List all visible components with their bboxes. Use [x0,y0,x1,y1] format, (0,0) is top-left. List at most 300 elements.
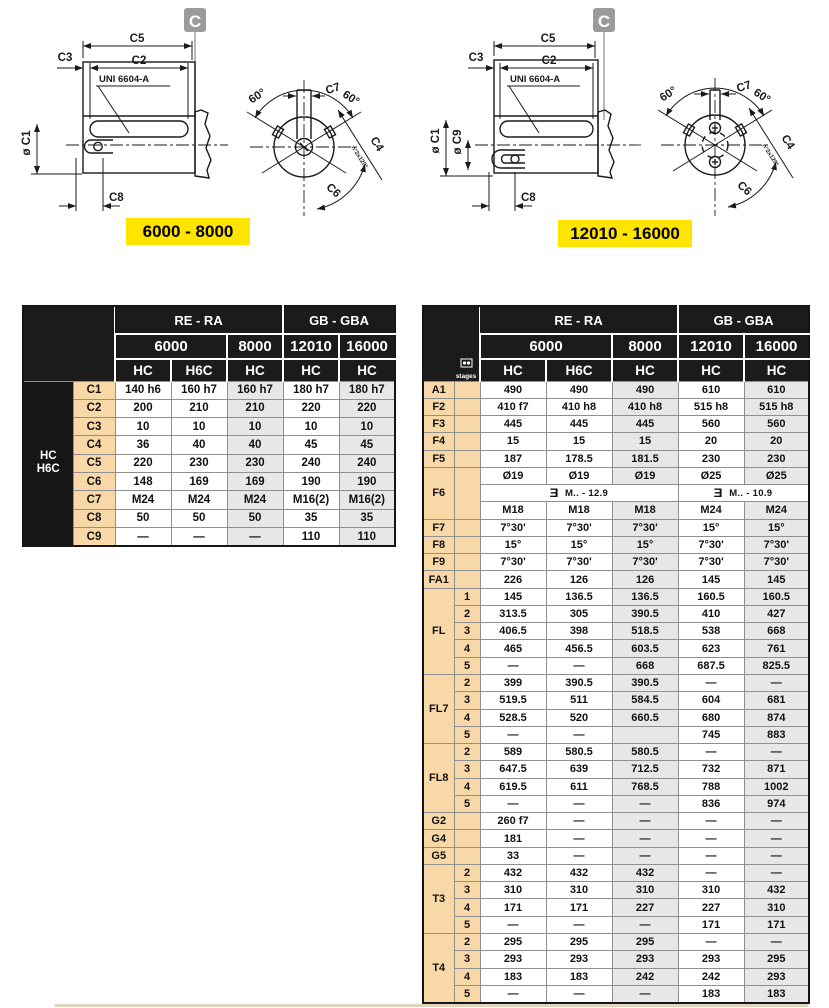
dim-c7: C7 [735,79,753,96]
table-cell: 15° [480,536,546,553]
bolt-icon: Ǝ [549,486,559,501]
table-cell: — [612,847,678,864]
stage-cell [454,813,480,830]
table-row [23,454,395,472]
row-label: F6 [423,467,454,519]
table-cell: 293 [546,951,612,968]
table-cell: 171 [480,899,546,916]
variant-hc: HC [480,359,546,381]
table-cell: — [546,830,612,847]
table-cell: 110 [339,528,395,546]
table-cell: 623 [678,640,744,657]
table-cell: M18 [612,502,678,519]
table-row [23,436,395,454]
stage-cell [454,519,480,536]
table-cell: 874 [744,709,809,726]
dim-c4: C4 [367,134,386,154]
dim-c5: C5 [540,33,556,45]
table-cell: — [227,528,283,546]
table-cell: 490 [480,381,546,398]
table-row [23,528,395,546]
table-cell: 160 h7 [227,381,283,399]
dim-c3: C3 [57,52,73,64]
table-cell: 390.5 [612,675,678,692]
table-row [423,778,809,795]
table-cell: 36 [115,436,171,454]
table-cell: 145 [678,571,744,588]
table-cell: 295 [612,934,678,951]
table-row [423,795,809,812]
row-label: G4 [423,830,454,847]
table-cell: 171 [744,916,809,933]
table-cell: 310 [546,882,612,899]
table-cell: 15 [546,433,612,450]
stage-cell [454,398,480,415]
row-label: T4 [423,934,454,1003]
table-cell: 40 [171,436,227,454]
stage-cell: 4 [454,709,480,726]
table-cell: 10 [115,418,171,436]
table-cell: — [546,985,612,1002]
table-row [23,473,395,491]
model-16000: 16000 [744,334,809,359]
table-cell: 220 [283,399,339,417]
table-cell: 490 [612,381,678,398]
table-cell: 227 [612,899,678,916]
table-cell: 220 [339,399,395,417]
table-cell: 560 [678,416,744,433]
table-cell: 33 [480,847,546,864]
table-cell: 745 [678,726,744,743]
table-cell: 310 [480,882,546,899]
series-group-gb-gba: GB - GBA [283,306,395,334]
table-cell: 15° [612,536,678,553]
end-view-dimensions [658,88,793,207]
dim-c7: C7 [324,81,342,98]
header-corner [23,306,115,381]
table-row [23,509,395,527]
stage-cell: 3 [454,882,480,899]
stage-cell [454,830,480,847]
stage-cell: 5 [454,657,480,674]
stages-label: stages [455,372,477,380]
table-cell: M24 [115,491,171,509]
row-label: FL8 [423,744,454,813]
stage-cell: 4 [454,968,480,985]
table-cell: 15 [480,433,546,450]
model-6000: 6000 [480,334,612,359]
table-cell: 145 [480,588,546,605]
variant-h6c: H6C [546,359,612,381]
table-cell: 310 [744,899,809,916]
table-cell: 230 [744,450,809,467]
table-cell: M18 [546,502,612,519]
table-cell: 445 [612,416,678,433]
row-label: G5 [423,847,454,864]
table-cell: 883 [744,726,809,743]
table-row [423,726,809,743]
table-cell: — [546,657,612,674]
table-cell: 10 [171,418,227,436]
table-cell: 181.5 [612,450,678,467]
stage-cell [454,536,480,553]
series-side-label: HC H6C [23,381,73,546]
stage-cell [454,433,480,450]
table-cell: — [480,916,546,933]
series-group-gb-gba: GB - GBA [678,306,809,334]
table-cell: 406.5 [480,623,546,640]
table-row [423,502,809,519]
table-row [423,623,809,640]
header-corner-stages [423,306,480,381]
table-row [423,709,809,726]
table-cell: 432 [480,864,546,881]
table-row [423,916,809,933]
table-cell: 610 [678,381,744,398]
table-cell: 171 [678,916,744,933]
table-cell: 560 [744,416,809,433]
table-cell: 681 [744,692,809,709]
table-cell: 183 [480,968,546,985]
dim-n2x120: n°2x120° [349,145,369,170]
variant-hc: HC [612,359,678,381]
stage-cell: 4 [454,899,480,916]
table-cell: 110 [283,528,339,546]
table-cell: 10 [283,418,339,436]
table-cell: 7°30' [678,536,744,553]
row-label: FL7 [423,675,454,744]
table-cell: — [546,916,612,933]
row-label: F9 [423,554,454,571]
stage-cell [454,571,480,588]
stage-cell: 5 [454,985,480,1002]
stage-cell: 5 [454,916,480,933]
dim-c8: C8 [521,192,536,204]
stage-cell [454,467,480,519]
table-cell: 310 [612,882,678,899]
table-cell: 240 [339,454,395,472]
table-cell: 445 [480,416,546,433]
table-cell: 410 f7 [480,398,546,415]
stages-icon [460,358,473,368]
row-label: C9 [73,528,115,546]
table-cell: 160 h7 [171,381,227,399]
table-cell: 293 [744,968,809,985]
table-cell: 515 h8 [744,398,809,415]
table-cell: 15° [546,536,612,553]
dimension-table-c [22,305,396,547]
table-cell: 7°30' [546,519,612,536]
table-cell: 178.5 [546,450,612,467]
table-cell: M16(2) [283,491,339,509]
row-label: C7 [73,491,115,509]
table-cell: 181 [480,830,546,847]
table-cell: 836 [678,795,744,812]
table-cell: 519.5 [480,692,546,709]
key-standard-label: UNI 6604-A [510,74,561,85]
table-cell: 190 [283,473,339,491]
table-cell: — [678,864,744,881]
table-cell: 10 [339,418,395,436]
table-cell: — [678,830,744,847]
table-cell: 639 [546,761,612,778]
variant-h6c: H6C [171,359,227,381]
dim-c4: C4 [778,132,797,152]
table-cell: 511 [546,692,612,709]
table-row [423,450,809,467]
table-cell: Ø19 [480,467,546,484]
table-cell: 432 [546,864,612,881]
table-cell: — [546,813,612,830]
table-cell [612,726,678,743]
table-cell: 584.5 [612,692,678,709]
table-cell: 456.5 [546,640,612,657]
table-cell: 445 [546,416,612,433]
table-cell: 169 [171,473,227,491]
table-cell: 305 [546,605,612,622]
table-row [423,485,809,502]
table-cell: 7°30' [744,554,809,571]
section-badge-letter: C [597,12,611,31]
table-cell: 50 [227,509,283,527]
table-cell: 788 [678,778,744,795]
table-cell: 410 h8 [546,398,612,415]
table-row [423,882,809,899]
table-cell: 45 [283,436,339,454]
table-cell: 528.5 [480,709,546,726]
table-cell: 210 [227,399,283,417]
stage-cell [454,847,480,864]
table-cell: M24 [227,491,283,509]
series-group-re-ra: RE - RA [115,306,283,334]
table-cell: 35 [339,509,395,527]
stage-cell: 5 [454,795,480,812]
table-cell: 399 [480,675,546,692]
table-cell: 520 [546,709,612,726]
table-cell: — [678,675,744,692]
table-cell: 15 [612,433,678,450]
table-row [423,830,809,847]
table-cell: 427 [744,605,809,622]
table-row [423,657,809,674]
table-row [423,416,809,433]
row-label: C5 [73,454,115,472]
table-cell: 140 h6 [115,381,171,399]
stage-cell: 3 [454,761,480,778]
table-row [423,467,809,484]
dim-dia-c9: ø C9 [452,129,464,155]
table-cell: 220 [115,454,171,472]
variant-hc: HC [678,359,744,381]
table-cell: 1002 [744,778,809,795]
stage-cell: 2 [454,864,480,881]
dim-c2: C2 [131,55,147,67]
table-row [423,519,809,536]
table-cell: 410 h8 [612,398,678,415]
row-label: F2 [423,398,454,415]
table-cell: 7°30' [744,536,809,553]
table-row [423,571,809,588]
table-cell: — [480,985,546,1002]
table-cell: — [744,864,809,881]
table-row [423,864,809,881]
row-label: F4 [423,433,454,450]
table-cell: 432 [744,882,809,899]
row-label: C2 [73,399,115,417]
row-label: FA1 [423,571,454,588]
table-row [23,399,395,417]
screw-class-cell [678,485,809,502]
dim-60deg-right: 60° [340,88,362,109]
table-cell: 390.5 [612,605,678,622]
table-cell: 7°30' [612,554,678,571]
table-row [423,813,809,830]
table-cell: 619.5 [480,778,546,795]
bolt-icon: Ǝ [713,486,723,501]
table-cell: — [744,813,809,830]
table-cell: 974 [744,795,809,812]
table-cell: — [480,657,546,674]
model-8000: 8000 [612,334,678,359]
table-cell: 293 [480,951,546,968]
table-cell: — [678,813,744,830]
table-cell: 295 [744,951,809,968]
table-cell: 183 [678,985,744,1002]
table-cell: 610 [744,381,809,398]
table-cell: 432 [612,864,678,881]
table-row [423,536,809,553]
table-cell: 136.5 [612,588,678,605]
table-cell: M18 [480,502,546,519]
table-cell: 50 [115,509,171,527]
table-cell: 647.5 [480,761,546,778]
table-cell: 145 [744,571,809,588]
table-cell: 7°30' [546,554,612,571]
row-label: F8 [423,536,454,553]
model-12010: 12010 [678,334,744,359]
table-cell: 515 h8 [678,398,744,415]
screw-class-text: M.. - 10.9 [729,487,773,499]
table-cell: M16(2) [339,491,395,509]
model-6000: 6000 [115,334,227,359]
dim-c2: C2 [541,55,557,67]
row-label: FL [423,588,454,674]
stage-cell [454,416,480,433]
table-row [423,554,809,571]
table-row [423,899,809,916]
table-row [423,847,809,864]
variant-hc: HC [115,359,171,381]
table-cell: 183 [546,968,612,985]
table-cell: — [612,830,678,847]
stage-cell: 1 [454,588,480,605]
page-edge-line [55,1004,808,1007]
table-cell: 687.5 [678,657,744,674]
dim-dia-c1: ø C1 [430,128,442,154]
table-cell: 148 [115,473,171,491]
table-cell: 410 [678,605,744,622]
stages-header [453,355,479,380]
table-row [423,744,809,761]
stage-cell [454,381,480,398]
table-cell: — [171,528,227,546]
side-view-dimensions [31,41,192,211]
section-badge-letter: C [188,12,202,31]
table-cell: 7°30' [678,554,744,571]
row-label: C8 [73,509,115,527]
table-cell: 295 [546,934,612,951]
table-cell: 160.5 [678,588,744,605]
table-cell: 40 [227,436,283,454]
table-cell: 604 [678,692,744,709]
table-cell: 187 [480,450,546,467]
table-cell: 210 [171,399,227,417]
table-cell: — [480,795,546,812]
table-cell: 580.5 [612,744,678,761]
side-view-dimensions [440,41,595,211]
dim-c6: C6 [323,181,343,201]
table-cell: 7°30' [480,519,546,536]
table-cell: 183 [744,985,809,1002]
table-cell: — [546,795,612,812]
row-label: C1 [73,381,115,399]
stage-cell: 2 [454,675,480,692]
table-cell: 871 [744,761,809,778]
table-cell: 660.5 [612,709,678,726]
screw-class-cell [480,485,678,502]
dim-c3: C3 [468,52,484,64]
table-cell: 230 [171,454,227,472]
table-cell: 668 [744,623,809,640]
table-row [23,381,395,399]
dim-c6: C6 [734,179,754,199]
variant-hc: HC [283,359,339,381]
table-row [23,491,395,509]
series-group-re-ra: RE - RA [480,306,678,334]
table-cell: 171 [546,899,612,916]
table-cell: 35 [283,509,339,527]
table-cell: — [612,795,678,812]
table-row [423,951,809,968]
table-cell: 293 [678,951,744,968]
table-cell: 589 [480,744,546,761]
stage-cell [454,554,480,571]
dim-c8: C8 [109,192,124,204]
end-view-dimensions [247,90,382,209]
table-row [23,418,395,436]
table-cell: — [744,830,809,847]
table-cell: 580.5 [546,744,612,761]
dim-n2x120: n°2x120° [760,143,780,168]
table-cell: 242 [612,968,678,985]
stage-cell: 2 [454,744,480,761]
size-range-caption-right: 12010 - 16000 [558,220,692,247]
screw-class-text: M.. - 12.9 [564,487,609,499]
table-cell: 10 [227,418,283,436]
row-label: F5 [423,450,454,467]
table-cell: Ø25 [678,467,744,484]
stage-cell: 3 [454,951,480,968]
table-cell: — [612,916,678,933]
dim-60deg-left: 60° [246,86,268,107]
stage-cell: 3 [454,692,480,709]
key-standard-label: UNI 6604-A [99,74,150,85]
table-cell: 825.5 [744,657,809,674]
table-cell: 761 [744,640,809,657]
stage-cell: 2 [454,605,480,622]
table-cell: 242 [678,968,744,985]
variant-hc: HC [744,359,809,381]
